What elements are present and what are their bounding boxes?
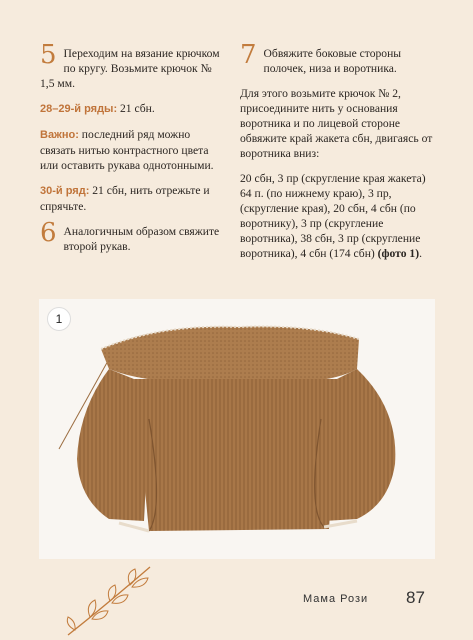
step-7 <box>240 40 440 76</box>
step-number: 6 <box>40 218 57 248</box>
important-note <box>40 127 226 173</box>
page-number: 87 <box>406 588 425 607</box>
left-column <box>40 40 226 254</box>
rows-28-29 <box>40 101 226 117</box>
row-30 <box>40 183 226 214</box>
step-number: 7 <box>240 40 257 70</box>
step-text: Обвяжите боковые стороны полочек, низа и воротника. <box>263 47 402 75</box>
photo-number-badge: 1 <box>47 307 71 331</box>
photo-reference: (фото 1) <box>377 247 420 260</box>
step-text: Аналогичным образом свяжите второй рукав. <box>63 225 220 253</box>
stitch-text: 20 сбн, 3 пр (скругление края жакета) 64 п. (по нижнему краю), 3 пр, (скругление края), 20 сбн, 4 сбн (по воротнику), 3 пр (скругление воротника), 38 сбн, 3 пр (скругление воротника), 4 сбн (174 сбн) <box>240 172 426 260</box>
important-text: последний ряд можно связать нитью контрастного цвета или оставить рукава однотонными. <box>40 128 214 172</box>
step-text: Переходим на вязание крючком по кругу. Возьмите крючок № 1,5 мм. <box>40 47 220 90</box>
rows-label: 28–29-й ряды: <box>40 103 118 115</box>
leaf-sprig-icon <box>60 555 170 640</box>
row-30-text: 21 сбн, нить отрежьте и спрячьте. <box>40 184 210 213</box>
instruction-paragraph: Для этого возьмите крючок № 2, присоедините нить у основания воротника и по лицевой стороне обвяжите край жакета сбн, двигаясь от воротника вниз: <box>240 87 433 160</box>
row-30-label: 30-й ряд: <box>40 185 90 197</box>
stitch-end: . <box>419 247 422 260</box>
stitch-sequence <box>240 171 440 261</box>
step-number: 5 <box>40 40 57 70</box>
step-5 <box>40 40 226 91</box>
important-label: Важно: <box>40 129 79 141</box>
book-title: Мама Рози <box>303 593 369 605</box>
knitted-jacket-photo <box>39 299 435 559</box>
rows-text: 21 сбн. <box>117 102 155 115</box>
step-6 <box>40 218 226 254</box>
jacket-illustration <box>39 299 435 559</box>
right-column <box>240 40 440 261</box>
